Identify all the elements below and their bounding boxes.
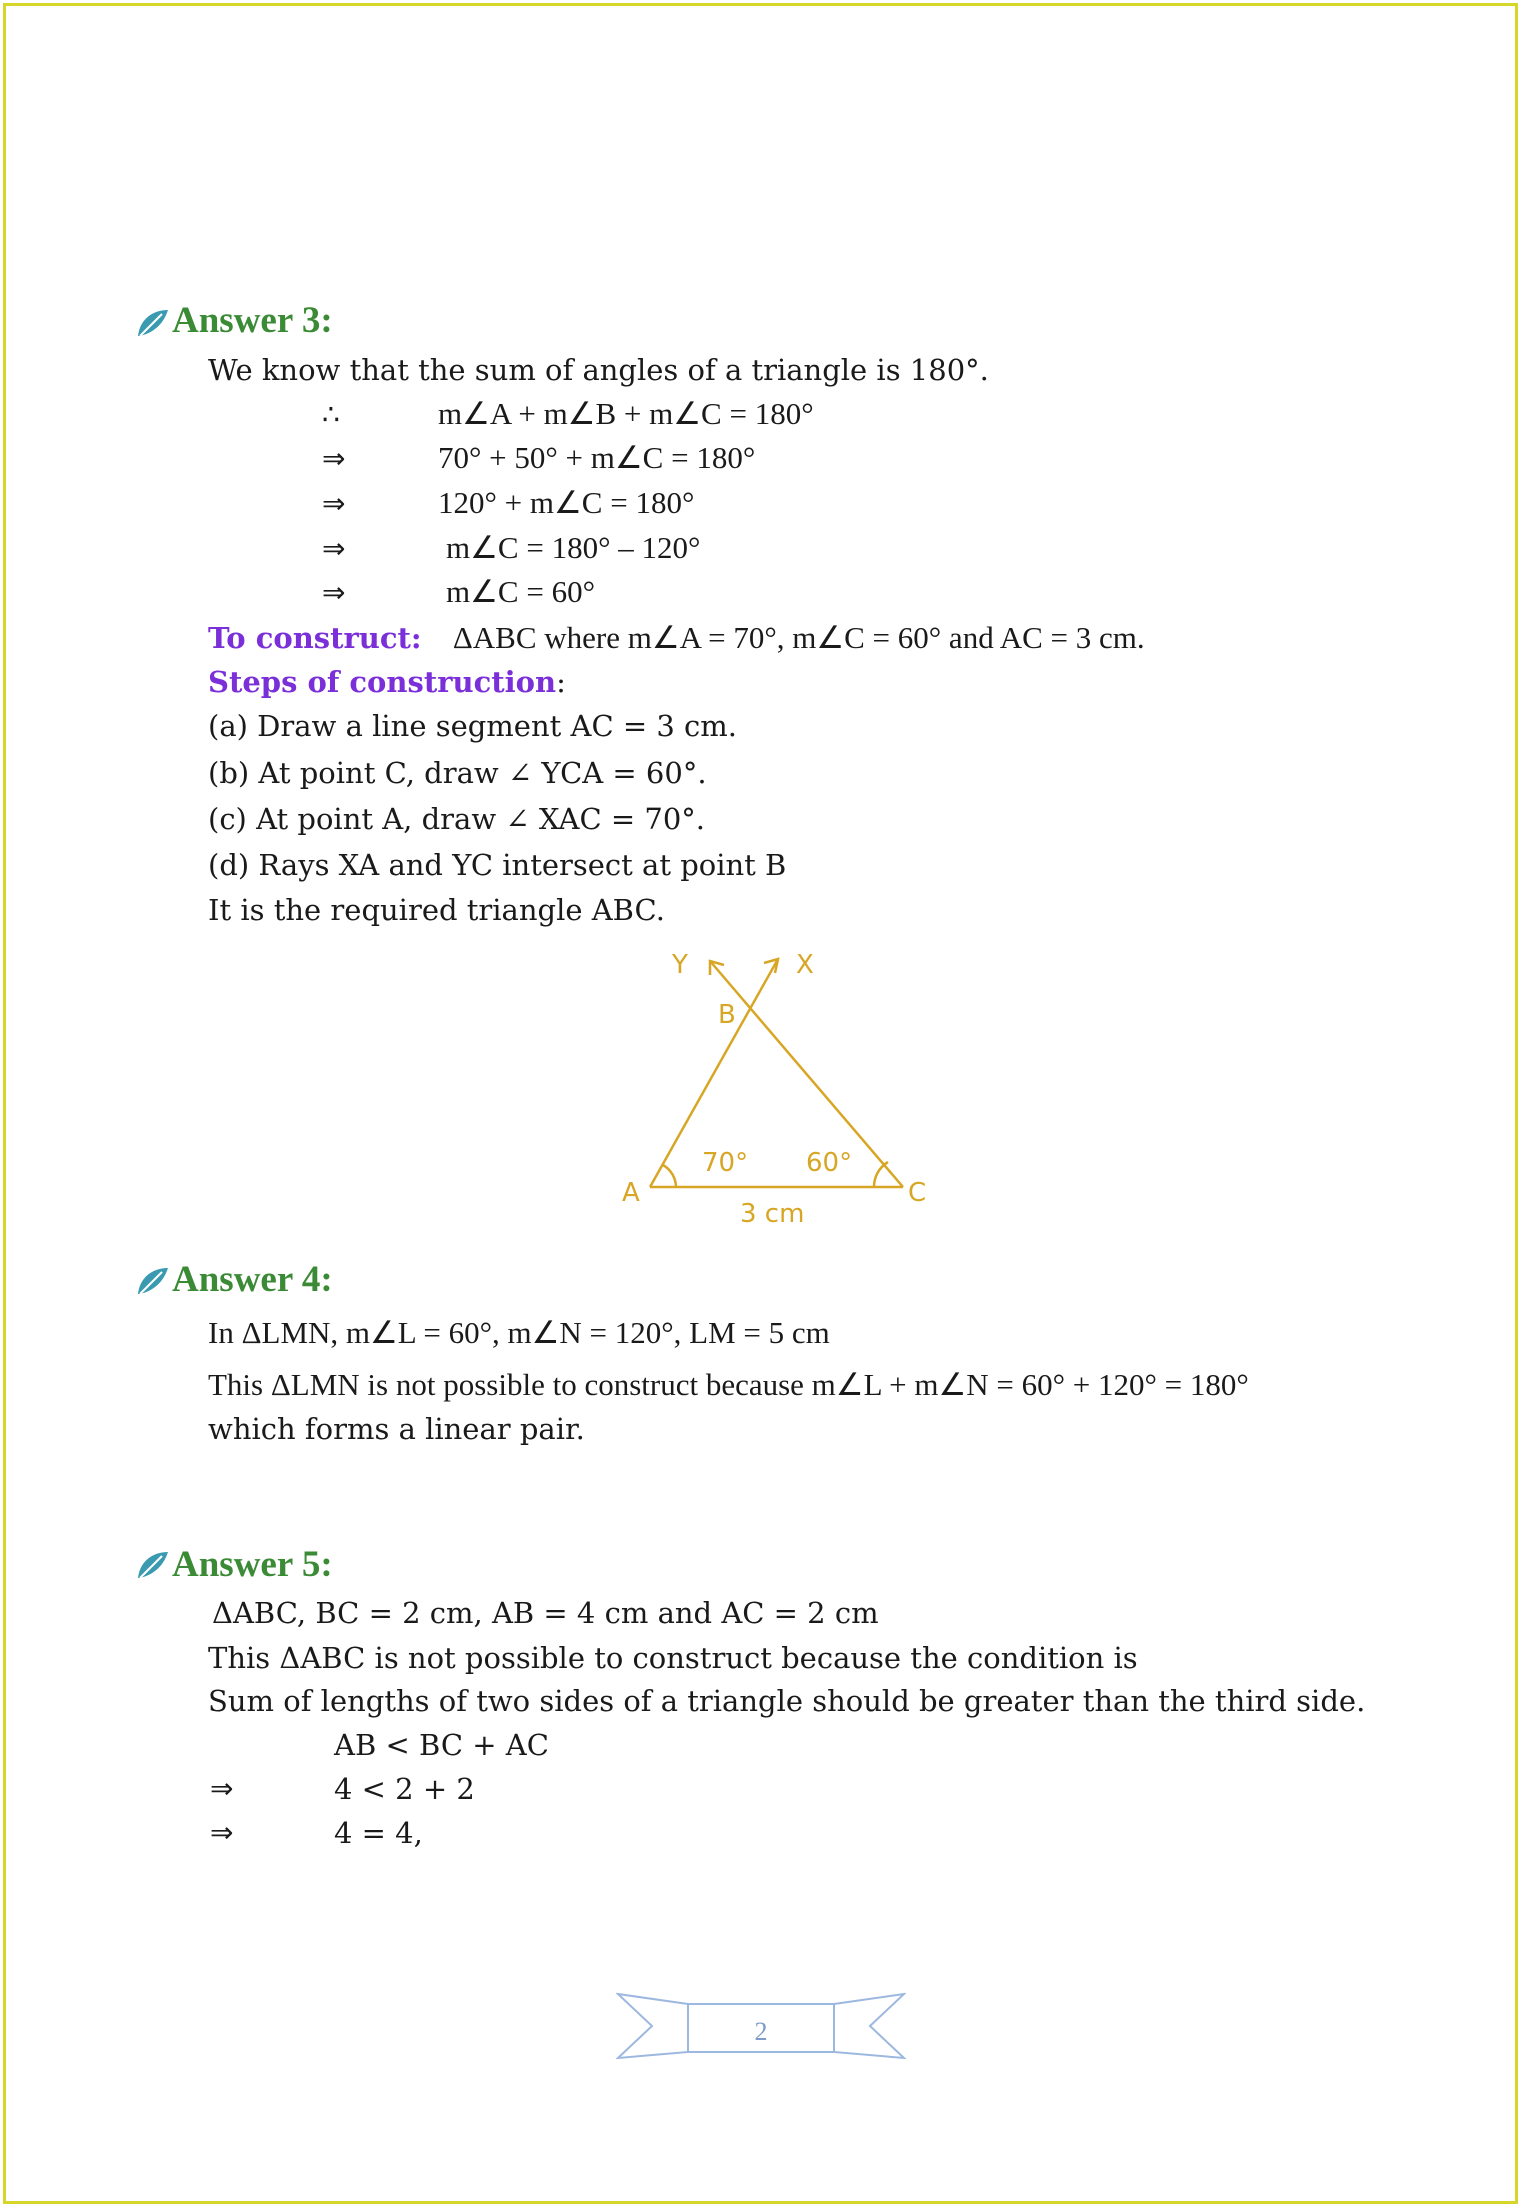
label-y: Y xyxy=(672,950,688,980)
implies-symbol: ⇒ xyxy=(210,1816,234,1849)
step-expression: 70° + 50° + m∠C = 180° xyxy=(438,440,756,475)
label-c: C xyxy=(908,1178,927,1208)
page-number-ribbon xyxy=(616,1990,906,2070)
step-expression: m∠A + m∠B + m∠C = 180° xyxy=(438,396,814,431)
to-construct-label: To construct xyxy=(208,621,411,655)
leaf-logo-icon xyxy=(134,1548,170,1584)
to-construct-line: To construct: ΔABC where m∠A = 70°, m∠C = 60° and AC = 3 cm. xyxy=(208,620,1145,655)
answer-3-conclusion: It is the required triangle ABC. xyxy=(208,893,665,927)
leaf-logo-icon xyxy=(134,306,170,342)
inequality-step: 4 < 2 + 2 xyxy=(334,1772,475,1806)
answer-4-conclusion: which forms a linear pair. xyxy=(208,1412,585,1446)
implies-symbol: ⇒ xyxy=(322,576,346,609)
label-a: A xyxy=(622,1178,640,1208)
label-b: B xyxy=(718,1000,736,1030)
ribbon-right-tail xyxy=(834,1994,904,2058)
label-x: X xyxy=(796,950,814,980)
construction-step: (a) Draw a line segment AC = 3 cm. xyxy=(208,709,738,743)
leaf-logo-icon xyxy=(134,1264,170,1300)
construction-step: (b) At point C, draw ∠ YCA = 60°. xyxy=(208,756,707,790)
implies-symbol: ⇒ xyxy=(322,532,346,565)
therefore-symbol: ∴ xyxy=(322,398,340,431)
answer-5-condition: Sum of lengths of two sides of a triangle should be greater than the third side. xyxy=(208,1684,1366,1718)
answer-4-heading: Answer 4: xyxy=(172,1259,333,1300)
angle-c-label: 60° xyxy=(806,1148,853,1178)
steps-heading-line: Steps of construction: xyxy=(208,665,566,699)
implies-symbol: ⇒ xyxy=(210,1772,234,1805)
angle-a-label: 70° xyxy=(702,1148,749,1178)
answer-5-given: ΔABC, BC = 2 cm, AB = 4 cm and AC = 2 cm xyxy=(212,1596,879,1630)
step-expression: m∠C = 60° xyxy=(446,574,595,609)
base-length-label: 3 cm xyxy=(740,1199,805,1229)
answer-3-intro: We know that the sum of angles of a triangle is 180°. xyxy=(208,353,989,387)
to-construct-text: ΔABC where m∠A = 70°, m∠C = 60° and AC = 3 cm. xyxy=(452,620,1145,655)
implies-symbol: ⇒ xyxy=(322,487,346,520)
construction-step: (c) At point A, draw ∠ XAC = 70°. xyxy=(208,802,705,836)
answer-4-given: In ΔLMN, m∠L = 60°, m∠N = 120°, LM = 5 cm xyxy=(208,1315,830,1350)
step-expression: 120° + m∠C = 180° xyxy=(438,485,695,520)
answer-5-heading: Answer 5: xyxy=(172,1544,333,1585)
answer-4-reason: This ΔLMN is not possible to construct because m∠L + m∠N = 60° + 120° = 180° xyxy=(208,1367,1249,1402)
angle-a-arc xyxy=(663,1165,676,1187)
construction-step: (d) Rays XA and YC intersect at point B xyxy=(208,848,787,882)
ribbon-left-tail xyxy=(618,1994,688,2058)
triangle-abc-figure xyxy=(610,945,950,1235)
implies-symbol: ⇒ xyxy=(322,442,346,475)
step-expression: m∠C = 180° – 120° xyxy=(446,530,701,565)
steps-of-construction-label: Steps of construction xyxy=(208,665,557,699)
answer-3-heading: Answer 3: xyxy=(172,300,333,341)
page-number: 2 xyxy=(754,2017,768,2046)
inequality-step: 4 = 4, xyxy=(334,1816,423,1850)
answer-5-reason: This ΔABC is not possible to construct because the condition is xyxy=(208,1641,1138,1675)
inequality-step: AB < BC + AC xyxy=(334,1728,549,1762)
